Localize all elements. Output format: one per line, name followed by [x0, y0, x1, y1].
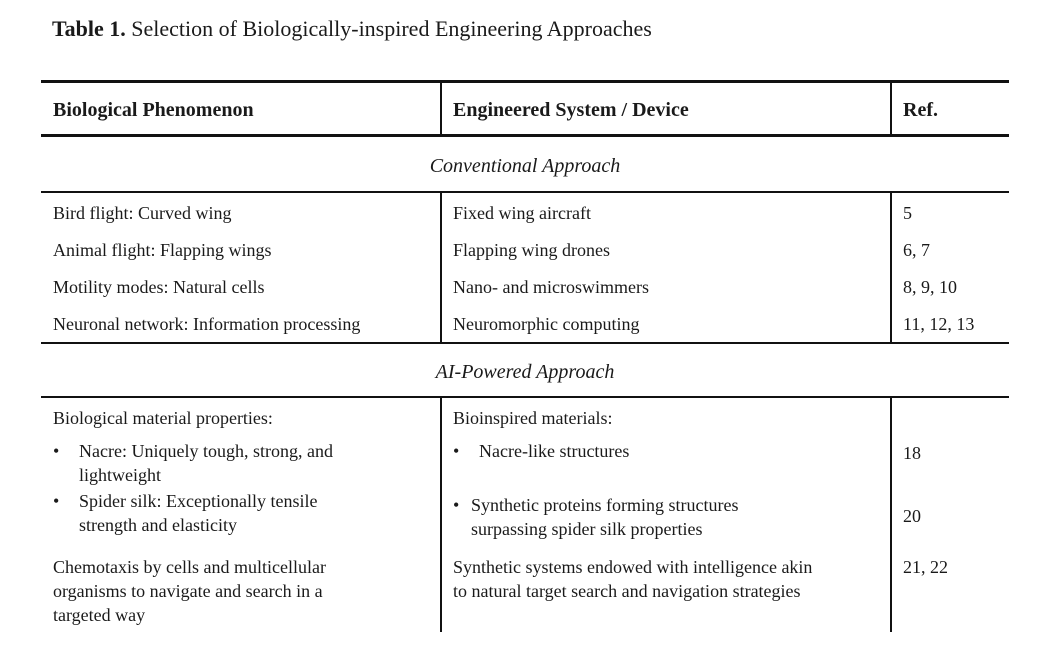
col-divider-1 [440, 193, 442, 342]
chemotaxis-system-line1: Synthetic systems endowed with intelligence akin [453, 557, 813, 577]
conventional-row-4-ref: 11, 12, 13 [903, 314, 975, 334]
table-caption [52, 14, 652, 44]
ai-materials-phenomenon-title: Biological material properties: [53, 408, 273, 428]
bullet-nacre-system [453, 439, 883, 463]
header-ref: Ref. [903, 99, 938, 121]
header-engineered-system: Engineered System / Device [453, 99, 689, 121]
bullet-spider-silk-system [453, 493, 883, 543]
header-bottom-rule [41, 134, 1009, 137]
conventional-row-2-phenomenon: Animal flight: Flapping wings [53, 240, 272, 260]
conventional-row-1-system: Fixed wing aircraft [453, 203, 591, 223]
bullet-dot: • [53, 441, 60, 461]
col-divider-2 [890, 398, 892, 632]
chemotaxis-phenomenon-line3: targeted way [53, 605, 146, 625]
chemotaxis-phenomenon-line1: Chemotaxis by cells and multicellular [53, 557, 326, 577]
nacre-phenomenon-line1: Nacre: Uniquely tough, strong, and [79, 441, 333, 461]
nacre-ref: 18 [903, 443, 921, 463]
ai-materials-system-title: Bioinspired materials: [453, 408, 613, 428]
col-divider-2 [890, 193, 892, 342]
col-divider-2 [890, 83, 892, 134]
bullet-dot: • [53, 491, 60, 511]
nacre-system-line1: Nacre-like structures [479, 441, 630, 461]
conventional-row-2-system: Flapping wing drones [453, 240, 610, 260]
conventional-row-3-phenomenon: Motility modes: Natural cells [53, 277, 265, 297]
spider-silk-ref: 20 [903, 506, 921, 526]
conventional-row-4-phenomenon: Neuronal network: Information processing [53, 314, 361, 334]
section-ai-powered-approach: AI-Powered Approach [435, 361, 615, 383]
caption-label: Table 1. [52, 16, 126, 41]
header-biological-phenomenon: Biological Phenomenon [53, 99, 254, 121]
conventional-section-rule [41, 191, 1009, 193]
spider-silk-phenomenon-line1: Spider silk: Exceptionally tensile [79, 491, 318, 511]
chemotaxis-system-line2: to natural target search and navigation strategies [453, 581, 801, 601]
chemotaxis-ref: 21, 22 [903, 557, 948, 577]
spider-silk-system-line2: surpassing spider silk properties [471, 519, 703, 539]
spider-silk-phenomenon-line2: strength and elasticity [79, 515, 237, 535]
section-conventional-approach: Conventional Approach [429, 155, 621, 177]
bullet-nacre-phenomenon [53, 439, 433, 489]
conventional-row-3-system: Nano- and microswimmers [453, 277, 649, 297]
conventional-row-1-ref: 5 [903, 203, 912, 223]
caption-title: Selection of Biologically-inspired Engineering Approaches [131, 16, 652, 41]
nacre-phenomenon-line2: lightweight [79, 465, 161, 485]
bullet-dot: • [453, 441, 460, 461]
conventional-row-1-phenomenon: Bird flight: Curved wing [53, 203, 232, 223]
spider-silk-system-line1: Synthetic proteins forming structures [471, 495, 739, 515]
conventional-end-rule [41, 342, 1009, 344]
top-rule [41, 80, 1009, 83]
col-divider-1 [440, 83, 442, 134]
bullet-spider-silk-phenomenon [53, 489, 433, 539]
col-divider-1 [440, 398, 442, 632]
conventional-row-3-ref: 8, 9, 10 [903, 277, 957, 297]
bullet-dot: • [453, 495, 460, 515]
chemotaxis-phenomenon-line2: organisms to navigate and search in a [53, 581, 323, 601]
conventional-row-4-system: Neuromorphic computing [453, 314, 640, 334]
conventional-row-2-ref: 6, 7 [903, 240, 930, 260]
ai-section-rule [41, 396, 1009, 398]
